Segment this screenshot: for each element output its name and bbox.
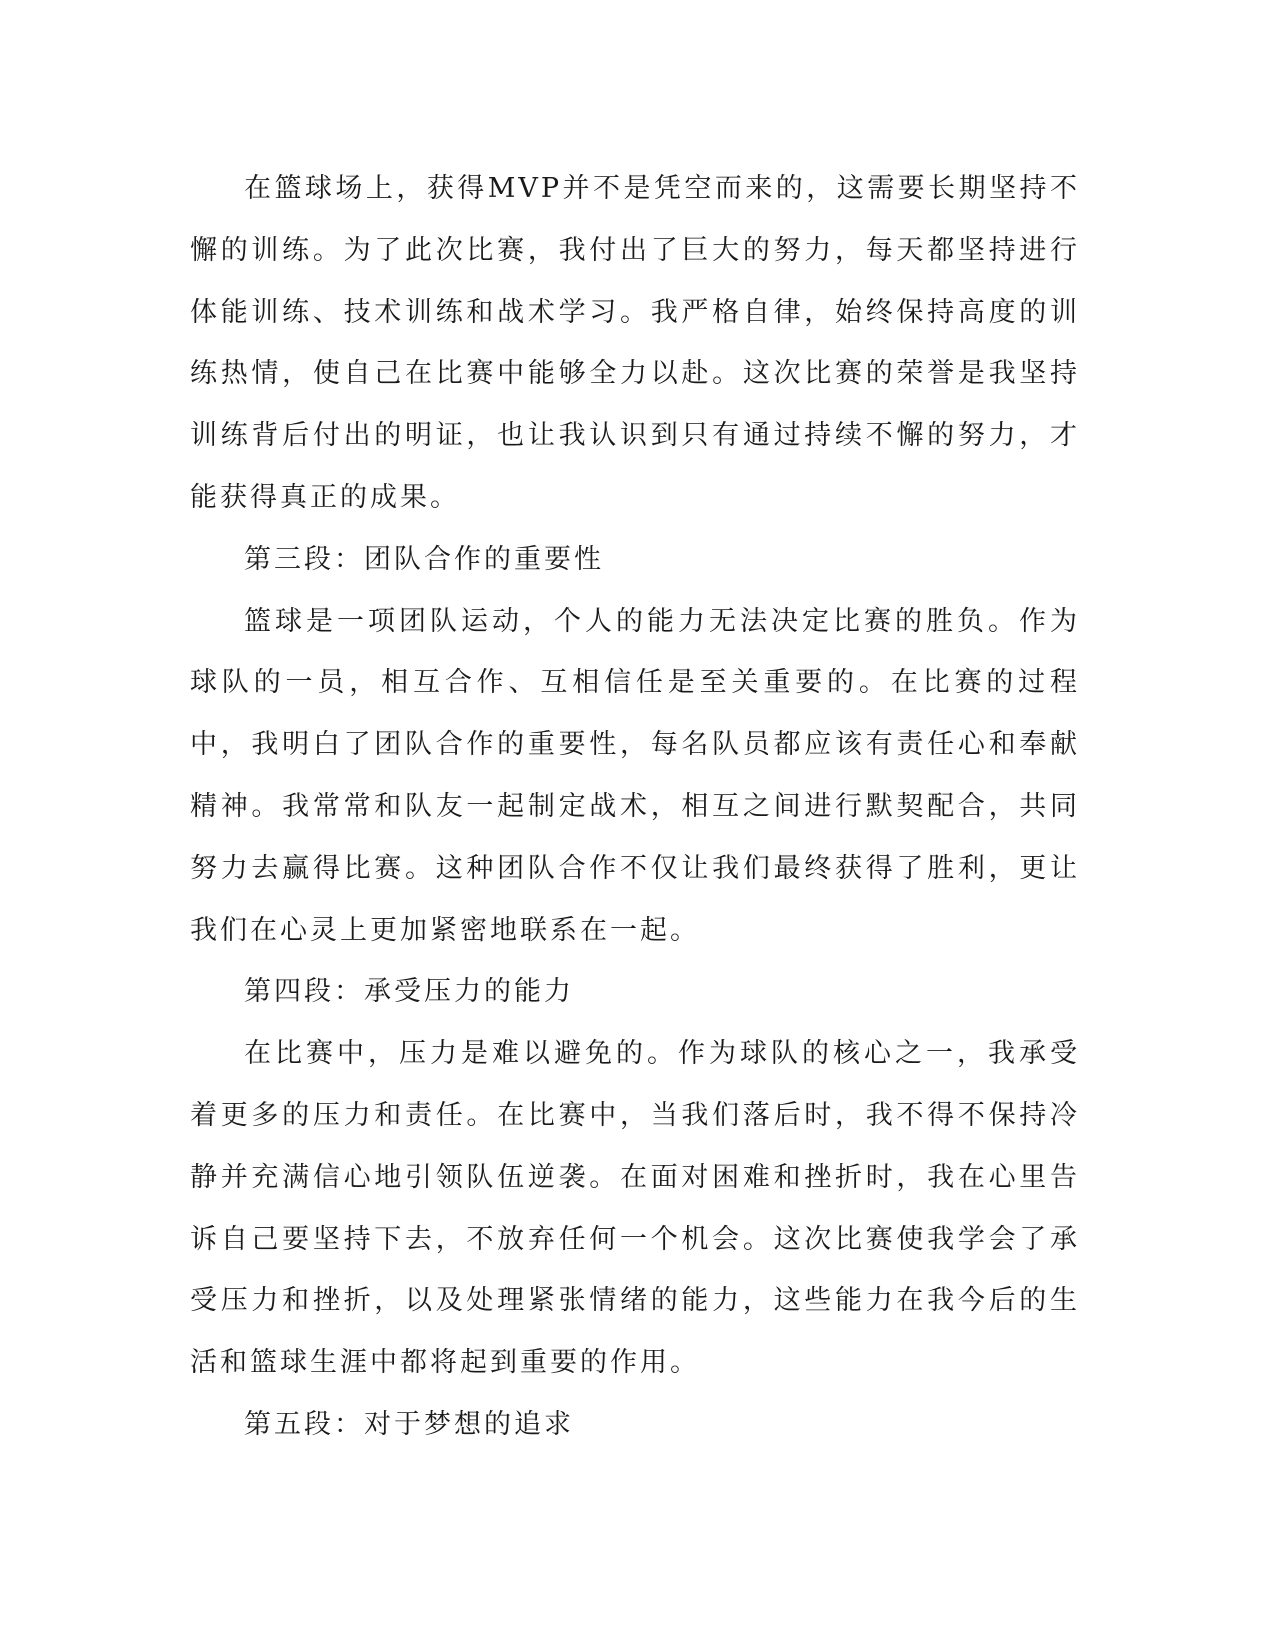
paragraph-teamwork: 篮球是一项团队运动，个人的能力无法决定比赛的胜负。作为球队的一员，相互合作、互相信任是至关重要的。在比赛的过程中，我明白了团队合作的重要性，每名队员都应该有责任心和奉献精神。我常常和队友一起制定战术，相互之间进行默契配合，共同努力去赢得比赛。这种团队合作不仅让我们最终获得了胜利，更让我们在心灵上更加紧密地联系在一起。	[190, 605, 1080, 946]
document-body	[190, 158, 1080, 1456]
paragraph-training: 在篮球场上，获得MVP并不是凭空而来的，这需要长期坚持不懈的训练。为了此次比赛，我付出了巨大的努力，每天都坚持进行体能训练、技术训练和战术学习。我严格自律，始终保持高度的训练热情，使自己在比赛中能够全力以赴。这次比赛的荣誉是我坚持训练背后付出的明证，也让我认识到只有通过持续不懈的努力，才能获得真正的成果。	[190, 173, 1080, 513]
section-heading-3: 第三段：团队合作的重要性	[244, 543, 604, 575]
section-heading-4: 第四段：承受压力的能力	[244, 976, 574, 1008]
section-heading-5: 第五段：对于梦想的追求	[244, 1408, 574, 1440]
paragraph-pressure: 在比赛中，压力是难以避免的。作为球队的核心之一，我承受着更多的压力和责任。在比赛中，当我们落后时，我不得不保持冷静并充满信心地引领队伍逆袭。在面对困难和挫折时，我在心里告诉自己要坚持下去，不放弃任何一个机会。这次比赛使我学会了承受压力和挫折，以及处理紧张情绪的能力，这些能力在我今后的生活和篮球生涯中都将起到重要的作用。	[190, 1038, 1080, 1379]
